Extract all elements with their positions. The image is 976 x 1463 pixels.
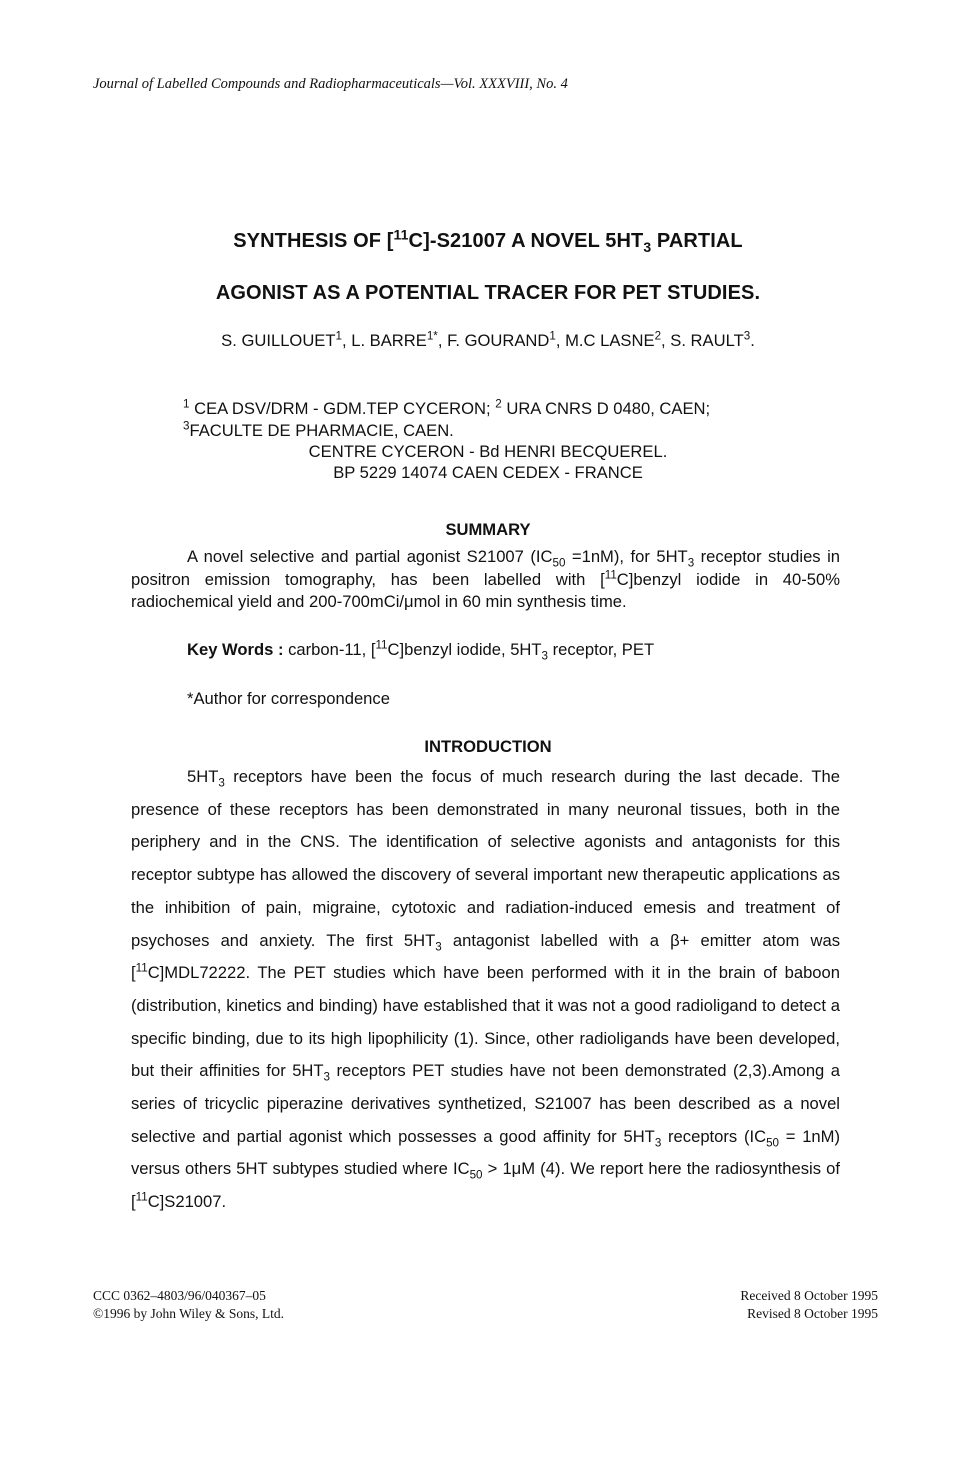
correspondence-note: *Author for correspondence	[187, 689, 390, 708]
journal-dash: —	[440, 76, 454, 92]
affiliation-line-3: CENTRE CYCERON - Bd HENRI BECQUEREL.	[308, 442, 668, 461]
journal-header	[93, 76, 568, 93]
summary-text: A novel selective and partial agonist S21007 $(IC_{50} =1nM)$, for $5HT_3$ receptor studies in positron emission tomography, has been labelled with [$^{11}$C]benzyl iodide in 40-50% radiochemical yield and 200-700mCi/μmol in 60 min synthesis time.	[131, 547, 840, 611]
affiliation-line-1: $^1$ CEA DSV/DRM - GDM.TEP CYCERON; $^2$ URA CNRS D 0480, CAEN;	[183, 397, 711, 418]
summary-heading: SUMMARY	[445, 520, 531, 539]
footer-copyright: CCC 0362–4803/96/040367–05 ©1996 by John Wiley & Sons, Ltd.	[93, 1288, 284, 1321]
author: F. GOURAND$^1$,	[447, 329, 566, 350]
footer-dates: Received 8 October 1995 Revised 8 October 1995	[740, 1288, 878, 1321]
paper-title-line-1: SYNTHESIS OF [$^{11}$C]-S21007 A NOVEL $5HT_3$ PARTIAL	[233, 226, 743, 255]
keywords: Key Words : carbon-11, [$^{11}$C]benzyl iodide, $5HT_3$ receptor, PET	[187, 638, 655, 663]
author: L. $BARRE^{1*}$,	[351, 329, 448, 350]
author: S. RAULT$^3$.	[670, 329, 755, 350]
introduction-heading: INTRODUCTION	[424, 737, 552, 756]
affiliation-line-4: BP 5229 14074 CAEN CEDEX - FRANCE	[333, 463, 643, 482]
author-list	[0, 331, 976, 351]
affiliation-line-2: $^3$FACULTE DE PHARMACIE, CAEN.	[183, 419, 454, 440]
journal-name: Journal of Labelled Compounds and Radiopharmaceuticals	[93, 76, 441, 92]
introduction-text: $5HT_3$ receptors have been the focus of much research during the last decade. The presence of these receptors has been demonstrated in many neuronal tissues, both in the periphery and in the CNS. The identification of selective agonists and antagonists for this receptor subtype has allowed the discovery of several important new therapeutic applications as the inhibition of pain, migraine, cytotoxic and radiation-induced emesis and treatment of psychoses and anxiety. The first $5HT_3$ antagonist labelled with a β+ emitter atom was [$^{11}$C]MDL72222. The PET studies which have been performed with it in the brain of baboon (distribution, kinetics and binding) have established that it was not a good radioligand to detect a specific binding, due to its high lipophilicity (1). Since, other radioligands have been developed, but their affinities for $5HT_3$ receptors PET studies have not been demonstrated (2,3).Among a series of tricyclic piperazine derivatives synthetized, S21007 has been described as a novel selective and partial agonist which possesses a good affinity for $5HT_3$ receptors $(IC_{50} = 1nM)$ versus others 5HT subtypes studied where $IC_{50} > 1\mu M$ (4). We report here the radiosynthesis of [$^{11}$C]S21007.	[131, 767, 841, 1212]
author: S. GUILLOUET$^1$,	[221, 329, 352, 350]
paper-title-line-2: AGONIST AS A POTENTIAL TRACER FOR PET STUDIES.	[215, 282, 761, 304]
journal-volume: Vol. XXXVIII, No. 4	[453, 76, 568, 92]
keywords-label: Key Words :	[187, 640, 284, 659]
author: M.C LASNE$^2$,	[565, 329, 671, 350]
